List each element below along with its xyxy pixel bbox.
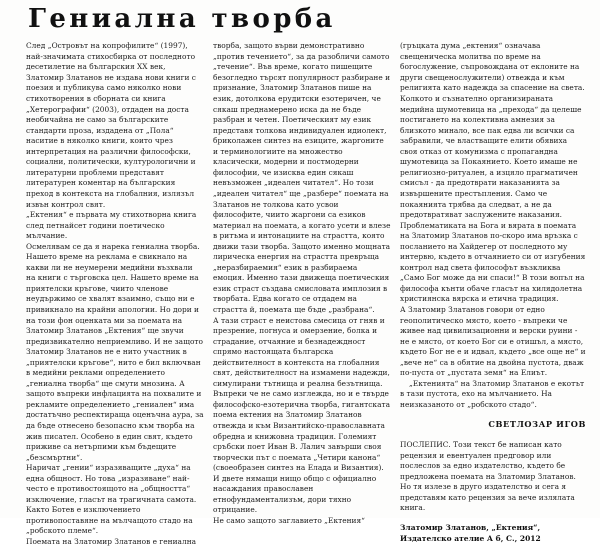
page-title: Гениална творба <box>28 4 336 34</box>
paragraph: творба, защото върви демонстративно „против течението“, за да разобличи самото „течение“. Във време, когато пишещите безогледно търсят популярност разбиране и признание, Златомир Златанов пише на език, дотолкова ерудитски езотеричен, че сякаш преднамерено иска да не бъде разбран и четен. Поетическият му език представя толкова индивидуален идиолект, бриколажен синтез на езиците, жаргоните и терминологиите на множество класически, модерни и постмодерни философии, че изисква един сякаш невъзможен „идеален читател“. Но този „идеален читател“ ще „разбере“ поемата на Златанов не толкова като усвои философите, чиито жаргони са езиков материал на поемата, а когато усети и влезе в ритъма и интонациите на страстта, която движи тази творба. Защото именно мощната лирическа енергия на страстта превръща „неразбираемия“ език в разбираема емоция. Именно тази движеща поетическия език страст създава смисловата имплозия в творбата. Едва когато се отдадем на страстта й, поемата ще бъде „разбрана“. <box>213 41 391 314</box>
paragraph: Поемата на Златомир Златанов е гениална <box>26 537 197 546</box>
postscript-label: ПОСЛЕПИС. <box>400 439 451 449</box>
column-2 <box>213 41 391 526</box>
paragraph: Осмелявам се да я нарека гениална творба. Нашето време на реклама е свикнало на какви ли не неумерени медийни възхвали на книги с търговска цел. Нашето време на приятелски кръгове, чиито членове неудържимо се хвалят взаимно, също ни е привикнало на крайни апологии. Но дори и на този фон оценката ми за поемата на Златомир Златанов „Ектения“ ще звучи предизвикателно неприемливо. И не защото Златомир Златанов не е нито участник в „приятелски кръгове“, нито е бил включван в медийни реклами определението „гениална творба“ ще смути мнозина. А защото въпреки инфлацията на похвалите и рекламите определението „гениален“ има достатъчно респектираща оценъчна аура, за да бъде отнесено безопасно към творба на жив писател. Особено в един свят, където приживе са нетърпими към бъдещите „безсмъртни“. <box>26 241 204 462</box>
column-1 <box>26 41 204 547</box>
biblio-line-2: Издателско ателие А б, С., 2012 <box>400 533 541 543</box>
paragraph: (гръцката дума „ектения“ означава свещеническа молитва по време на богослужение, съпровождана от еклоните на други свещенослужители) отвежда и към религията като надежда за спасение на света. Колкото и съзнателно организираната медийна шумотевица на „прехода“ да целеше постигането на колективна амнезия за близкото минало, все пак едва ли всички са забравили, че властващите елити обявиха своя отказ от комунизма с пропагандна шумотевица за Покаянието. Което имаше не религиозно-ритуален, а изцяло прагматичен смисъл - да предотврати наказанията за извършените престъпления. Само че покаянията трябва да следват, а не да предотвратяват заслужените наказания. <box>400 41 585 220</box>
paragraph: Не само защото заглавието „Ектения“ <box>213 515 365 525</box>
biblio-line-1: Златомир Златанов, „Ектения“, <box>400 522 541 532</box>
postscript <box>400 440 586 514</box>
bibliographic-reference <box>400 523 586 545</box>
author-signature: СВЕТЛОЗАР ИГОВ <box>488 419 586 430</box>
postscript-text: Този текст бе написан като рецензия и евентуален предговор или послеслов за едно издателство, където бе предложена поемата на Златомир Златанов. Но тя излезе в друго издателство и сега я представям като рецензия за вече излялата книга. <box>400 439 576 513</box>
paragraph: След „Островът на копрофилите“ (1997), най-значимата стихосбирка от последното десетилетие на българския XX век, Златомир Златанов не издава нови книги с поезия и публикува само няколко нови стихотворения в сборната си книга „Хетерографии“ (2003), отдаден на доста необичайна не само за българските стандарти проза, издадена от „Пола“ наситие в няколко книги, които чрез интерпретация на различни философски, социални, политически, културологични и литературни проблеми представят литературен коментар на българския преход в контекста на глобалния, излязъл извън контрол свят. <box>26 41 196 209</box>
paragraph: Наричат „гении“ изразяващите „духа“ на една общност. Но това „изразяване“ най-често е противостоящото на „общността“ изключение, гласът на трагичната самота. Както Ботев е изключението противопоставяне на мълчащото стадо на „робското племе“. <box>26 463 197 536</box>
paragraph: А Златомир Златанов говори от едно геополитическо място, което - въпреки че живее над цивилизационни и верски руини - не е място, от което Бог си е отишъл, а място, където Бог не е и идвал, където „все още не“ и „вече не“ са в обятие на двойна пустота, дваж по-пуста от „пустата земя“ на Елиът. <box>400 304 586 378</box>
column-3 <box>400 41 586 544</box>
paragraph: „Ектения“ е първата му стихотворна книга след петнайсет години поетическо мълчание. <box>26 210 197 241</box>
paragraph: Въпреки че не само изглежда, но и е твърде философско-езотерична творба, гигантската поема ектения на Златомир Златанов отвежда и към Византийско-православната обредна и книжовна традиция. Големият сръбски поет Иван В. Лалич завърши своя творчески път с поемата „Четири канона“ (своеобразен синтез на Елада и Византия). И двете нямащи нищо общо с официално насаждания православен етнофундаментализъм, дори тяхно отрицание. <box>213 389 391 515</box>
paragraph: А тази страст е неистова смесица от гняв и презрение, погнуса и омерзение, болка и страдание, отчаяние и безнадеждност спрямо настоящата българска действителност в контекста на глобалния свят, действителност на измамени надежди, симулирани тътнища и реална безътнища. <box>213 315 390 388</box>
paragraph: Проблематиката на Бога и вярата в поемата на Златомир Златанов по-скоро има връзка с посланието на Хайдегер от последното му интервю, където в отчаянието си от изгубения контрол над света философът възкликва „Само Бог може да ни спаси!“ В този вопъл на философа кънти обаче гласът на хилядолетна християнска вярска и етична традиция. <box>400 220 586 304</box>
paragraph: „Ектенията“ на Златомир Златанов е екотът в тази пустота, ехо на мълчанието. На неизказаното от „робското стадо“. <box>400 378 585 409</box>
article-columns <box>26 41 588 547</box>
